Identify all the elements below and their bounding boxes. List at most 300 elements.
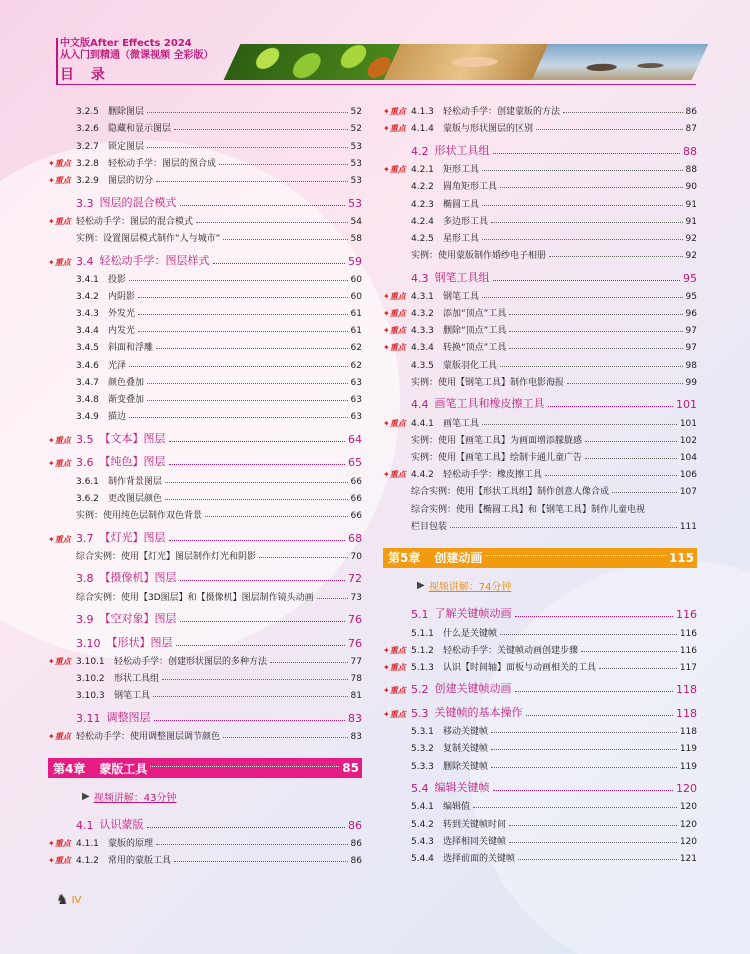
entry-title: 认识【时间轴】面板与动画相关的工具: [443, 662, 597, 673]
entry-page: 61: [350, 326, 362, 337]
page-header: [0, 0, 750, 84]
toc-entry[interactable]: [383, 371, 697, 388]
entry-title: 了解关键帧动画: [434, 607, 512, 621]
header-photo-limes: [224, 44, 411, 80]
section-heading[interactable]: [48, 188, 362, 210]
entry-title: 实例：使用【钢笔工具】制作电影海报: [411, 377, 565, 388]
entry-number: 5.1: [411, 608, 429, 622]
entry-page: 60: [350, 274, 362, 285]
entry-page: 120: [676, 782, 697, 796]
entry-title: 蒙版与形状图层的区别: [443, 124, 534, 135]
leader-dots: [174, 861, 348, 862]
toc-entry[interactable]: [383, 795, 697, 812]
entry-page: 88: [685, 165, 697, 176]
toc-entry[interactable]: [383, 192, 697, 209]
entry-page: 81: [350, 691, 362, 702]
entry-title: 认识蒙版: [99, 817, 144, 831]
entry-title: 选择相同关键帧: [443, 836, 507, 847]
entry-title: 画笔工具和橡皮擦工具: [434, 397, 545, 411]
toc-entry[interactable]: [383, 100, 697, 117]
video-link[interactable]: [48, 784, 362, 808]
toc-entry[interactable]: [48, 285, 362, 302]
entry-number: 5.4.3: [411, 836, 434, 847]
header-rule: [56, 38, 58, 84]
entry-number: 5.3.1: [411, 727, 434, 738]
entry-title: 钢笔工具组: [434, 270, 490, 284]
chapter-title: [53, 760, 147, 777]
entry-title: 锁定图层: [108, 141, 145, 152]
entry-page: 116: [679, 645, 697, 656]
entry-title: 制作背景图层: [108, 476, 163, 487]
chapter-title: [388, 549, 482, 566]
key-point-icon: ✦重点: [383, 309, 406, 319]
toc-entry[interactable]: [383, 737, 697, 754]
section-heading[interactable]: [48, 703, 362, 725]
entry-title: 椭圆工具: [443, 199, 480, 210]
entry-title: 转换“顶点”工具: [443, 343, 507, 354]
entry-title: 形状工具组: [114, 674, 160, 685]
section-heading[interactable]: [48, 523, 362, 545]
entry-number: 5.1.3: [411, 662, 434, 673]
toc-entry[interactable]: [383, 497, 697, 514]
toc-entry[interactable]: [383, 656, 697, 673]
entry-number: 3.4.4: [76, 326, 99, 337]
entry-number: 4.2.1: [411, 165, 434, 176]
entry-page: 58: [350, 233, 362, 244]
entry-page: 91: [685, 216, 697, 227]
entry-title: 图层的切分: [108, 175, 154, 186]
entry-title: 蒙版的原理: [108, 838, 154, 849]
leader-dots: [317, 598, 348, 599]
toc-entry[interactable]: [48, 650, 362, 667]
leader-dots: [526, 715, 674, 716]
toc-entry[interactable]: [48, 319, 362, 336]
entry-page: 63: [350, 395, 362, 405]
toc-entry[interactable]: [383, 319, 697, 336]
toc-entry[interactable]: [383, 411, 697, 428]
leader-dots: [500, 187, 683, 188]
leader-dots: [156, 844, 348, 845]
key-point-icon: ✦重点: [383, 686, 406, 696]
entry-number: 3.8: [76, 572, 94, 586]
toc-entry[interactable]: [48, 117, 362, 134]
leader-dots: [509, 331, 682, 332]
entry-page: 62: [350, 343, 362, 354]
leader-dots: [129, 366, 348, 367]
toc-entry[interactable]: [383, 463, 697, 480]
toc-entry[interactable]: [383, 830, 697, 847]
leader-dots: [450, 527, 677, 528]
entry-number: 4.3.5: [411, 360, 434, 371]
leader-dots: [180, 205, 346, 206]
entry-page: 95: [685, 291, 697, 302]
leader-dots: [563, 112, 683, 113]
entry-page: 76: [348, 613, 362, 627]
entry-title: 画笔工具: [443, 418, 480, 429]
entry-title: 颜色叠加: [108, 377, 145, 388]
leader-dots: [491, 732, 677, 733]
entry-number: 3.6.1: [76, 476, 99, 487]
entry-title: 轻松动手学：使用调整图层调节颜色: [76, 732, 221, 743]
entry-title: 内发光: [108, 326, 136, 337]
entry-page: 88: [683, 144, 697, 158]
entry-title: 光泽: [108, 360, 127, 371]
leader-dots: [491, 749, 677, 750]
entry-number: 3.10.2: [76, 674, 105, 685]
leader-dots: [482, 297, 683, 298]
section-heading[interactable]: [48, 448, 362, 470]
entry-page: 118: [676, 683, 697, 697]
entry-number: 4.1.3: [411, 107, 434, 118]
toc-entry[interactable]: [48, 268, 362, 285]
entry-number: 3.10: [76, 636, 101, 650]
entry-title: 编辑关键帧: [434, 781, 490, 795]
entry-title: 轻松动手学：图层的混合模式: [76, 216, 194, 227]
key-point-icon: ✦重点: [383, 107, 406, 117]
entry-page: 53: [348, 196, 362, 210]
toc-entry[interactable]: [48, 100, 362, 117]
entry-number: 5.4: [411, 782, 429, 796]
entry-number: 3.4.7: [76, 377, 99, 388]
entry-page: 118: [679, 727, 697, 738]
entry-title: 综合实例：使用【椭圆工具】和【钢笔工具】制作儿童电视: [411, 504, 646, 515]
entry-title: 调整图层: [106, 710, 151, 724]
entry-title: 综合实例：使用【3D图层】和【摄像机】图层制作镜头动画: [76, 592, 314, 603]
toc-column-left: [48, 100, 362, 866]
leader-dots: [509, 314, 682, 315]
section-heading[interactable]: [383, 136, 697, 158]
toc-entry[interactable]: [383, 446, 697, 463]
toc-heading: 目 录: [60, 67, 111, 83]
entry-page: 118: [676, 707, 697, 721]
toc-entry[interactable]: [383, 285, 697, 302]
entry-page: 66: [350, 493, 362, 504]
leader-dots: [493, 790, 674, 791]
key-point-icon: ✦重点: [383, 645, 406, 655]
entry-page: 119: [679, 744, 697, 755]
entry-title: 【形状】图层: [106, 635, 173, 649]
toc-entry[interactable]: [48, 684, 362, 701]
leader-dots: [150, 766, 339, 767]
entry-title: 移动关键帧: [443, 727, 489, 738]
entry-page: 63: [350, 377, 362, 388]
video-icon: ▶: [417, 580, 425, 592]
leader-dots: [147, 147, 348, 148]
entry-title: 轻松动手学：创建形状图层的多种方法: [114, 656, 268, 667]
book-title-line1: 中文版After Effects 2024: [60, 38, 192, 49]
entry-number: 3.4.1: [76, 274, 99, 285]
entry-number: 4.2.2: [411, 182, 434, 193]
leader-dots: [169, 441, 346, 442]
toc-entry[interactable]: [383, 812, 697, 829]
entry-number: 3.4.3: [76, 309, 99, 320]
entry-page: 120: [679, 836, 697, 847]
entry-page: 87: [685, 124, 697, 135]
key-point-icon: ✦重点: [383, 124, 406, 134]
section-heading[interactable]: [48, 605, 362, 627]
key-point-icon: ✦重点: [48, 216, 71, 226]
key-point-icon: ✦重点: [48, 435, 71, 445]
entry-number: 5.3: [411, 707, 429, 721]
leader-dots: [536, 129, 683, 130]
leader-dots: [129, 280, 348, 281]
entry-page: 53: [350, 158, 362, 169]
toc-entry[interactable]: [48, 832, 362, 849]
entry-page: 116: [676, 608, 697, 622]
entry-number: 4.3.1: [411, 291, 434, 302]
toc-entry[interactable]: [383, 754, 697, 771]
toc-entry[interactable]: [383, 429, 697, 446]
entry-number: 5.2: [411, 683, 429, 697]
leader-dots: [491, 767, 677, 768]
toc-entry[interactable]: [48, 545, 362, 562]
leader-dots: [548, 406, 674, 407]
section-heading[interactable]: [383, 263, 697, 285]
key-point-icon: ✦重点: [48, 732, 71, 742]
toc-entry[interactable]: [383, 227, 697, 244]
leader-dots: [165, 482, 348, 483]
leader-dots: [515, 691, 674, 692]
section-heading[interactable]: [48, 628, 362, 650]
leader-dots: [482, 239, 683, 240]
entry-page: 86: [350, 838, 362, 849]
entry-page: 106: [679, 470, 697, 481]
entry-number: 4.4: [411, 398, 429, 412]
toc-entry[interactable]: [383, 210, 697, 227]
entry-title: 添加“顶点”工具: [443, 309, 507, 320]
entry-number: 3.6: [76, 456, 94, 470]
toc-entry[interactable]: [48, 353, 362, 370]
toc-entry[interactable]: [48, 585, 362, 602]
leader-dots: [169, 464, 346, 465]
section-heading[interactable]: [48, 810, 362, 832]
video-label: 视频讲解：74分钟: [428, 582, 512, 594]
entry-page: 60: [350, 291, 362, 302]
entry-number: 4.2.4: [411, 216, 434, 227]
entry-title: 常用的蒙版工具: [108, 856, 172, 866]
leader-dots: [545, 475, 677, 476]
toc-entry[interactable]: [383, 117, 697, 134]
leader-dots: [154, 720, 346, 721]
key-point-icon: ✦重点: [48, 257, 71, 267]
leader-dots: [493, 153, 681, 154]
entry-number: 3.2.7: [76, 141, 99, 152]
key-point-icon: ✦重点: [48, 856, 71, 865]
entry-number: 4.1.4: [411, 124, 434, 135]
entry-title: 【灯光】图层: [99, 530, 166, 544]
chapter-heading[interactable]: [48, 758, 362, 778]
entry-page: 64: [348, 432, 362, 446]
toc-entry-continued[interactable]: [383, 515, 697, 532]
toc-entry[interactable]: [383, 302, 697, 319]
toc-entry[interactable]: [48, 210, 362, 227]
key-point-icon: ✦重点: [383, 165, 406, 175]
key-point-icon: ✦重点: [383, 343, 406, 353]
entry-title: 描边: [108, 412, 127, 423]
leader-dots: [549, 256, 683, 257]
key-point-icon: ✦重点: [383, 470, 406, 480]
entry-title: 多边形工具: [443, 216, 489, 227]
entry-title: 实例：使用【画笔工具】绘制卡通儿童广告: [411, 452, 583, 463]
leader-dots: [585, 441, 677, 442]
toc-entry[interactable]: [48, 336, 362, 353]
video-icon: ▶: [82, 790, 90, 802]
entry-title: 【纯色】图层: [99, 455, 166, 469]
entry-title: 图层的混合模式: [99, 195, 177, 209]
toc-entry[interactable]: [48, 469, 362, 486]
entry-number: 5.1.1: [411, 628, 434, 639]
entry-title: 关键帧的基本操作: [434, 706, 523, 720]
leader-dots: [509, 825, 677, 826]
leader-dots: [612, 492, 677, 493]
chapter-name: 蒙版工具: [99, 761, 148, 776]
leader-dots: [156, 348, 348, 349]
leader-dots: [138, 331, 348, 332]
section-heading[interactable]: [48, 564, 362, 586]
toc-entry[interactable]: [48, 388, 362, 405]
key-point-icon: ✦重点: [48, 656, 71, 666]
section-heading[interactable]: [383, 600, 697, 622]
leader-dots: [485, 555, 666, 556]
key-point-icon: ✦重点: [383, 418, 406, 428]
toc-entry[interactable]: [48, 504, 362, 521]
entry-page: 95: [683, 271, 697, 285]
toc-entry[interactable]: [48, 302, 362, 319]
toc-entry[interactable]: [48, 227, 362, 244]
entry-page: 66: [350, 476, 362, 487]
leader-dots: [213, 263, 346, 264]
entry-title: 实例：使用纯色层制作双色背景: [76, 510, 203, 521]
entry-title: 轻松动手学：图层样式: [99, 253, 210, 267]
entry-page: 90: [685, 182, 697, 193]
chapter-page: 115: [668, 550, 694, 565]
key-point-icon: ✦重点: [48, 158, 71, 168]
entry-number: 4.3.2: [411, 309, 434, 320]
entry-title: 轻松动手学：关键帧动画创建步骤: [443, 645, 579, 656]
toc-entry[interactable]: [383, 336, 697, 353]
entry-title: 栏目包装: [411, 521, 448, 532]
leader-dots: [129, 417, 348, 418]
entry-title: 编辑值: [443, 802, 471, 813]
entry-title: 内阴影: [108, 291, 136, 302]
toc-entry[interactable]: [383, 720, 697, 737]
leader-dots: [138, 314, 348, 315]
entry-title: 什么是关键帧: [443, 628, 498, 639]
video-link[interactable]: [383, 574, 697, 598]
entry-page: 53: [350, 175, 362, 186]
entry-number: 3.4.8: [76, 395, 99, 405]
entry-page: 62: [350, 360, 362, 371]
entry-page: 65: [348, 456, 362, 470]
toc-entry[interactable]: [48, 134, 362, 151]
entry-title: 【文本】图层: [99, 431, 166, 445]
toc-entry[interactable]: [383, 175, 697, 192]
leader-dots: [156, 181, 348, 182]
key-point-icon: ✦重点: [383, 662, 406, 672]
entry-number: 4.2.5: [411, 233, 434, 244]
leader-dots: [493, 280, 681, 281]
entry-page: 120: [679, 819, 697, 830]
key-point-icon: ✦重点: [383, 291, 406, 301]
toc-entry[interactable]: [383, 621, 697, 638]
toc-entry[interactable]: [48, 152, 362, 169]
entry-page: 86: [685, 107, 697, 118]
key-point-icon: ✦重点: [48, 175, 71, 185]
header-photo-portrait: [384, 44, 551, 80]
entry-number: 3.7: [76, 531, 94, 545]
entry-page: 101: [676, 398, 697, 412]
entry-page: 59: [348, 254, 362, 268]
toc-entry[interactable]: [48, 169, 362, 186]
toc-entry[interactable]: [48, 371, 362, 388]
entry-page: 78: [350, 674, 362, 685]
section-heading[interactable]: [383, 774, 697, 796]
leader-dots: [585, 458, 677, 459]
entry-page: 72: [348, 572, 362, 586]
header-underline: [56, 84, 696, 85]
entry-title: 实例：使用蒙版制作婚纱电子相册: [411, 251, 547, 262]
entry-title: 实例：设置图层模式制作“人与城市”: [76, 233, 221, 244]
entry-number: 5.3.2: [411, 744, 434, 755]
chapter-number: 第5章: [388, 551, 421, 566]
leader-dots: [259, 557, 348, 558]
entry-title: 选择前面的关键帧: [443, 853, 516, 864]
toc-entry[interactable]: [48, 487, 362, 504]
entry-page: 96: [685, 309, 697, 320]
entry-title: 星形工具: [443, 233, 480, 244]
entry-page: 91: [685, 199, 697, 210]
section-heading[interactable]: [383, 675, 697, 697]
toc-entry[interactable]: [48, 667, 362, 684]
entry-page: 97: [685, 343, 697, 354]
leader-dots: [147, 827, 346, 828]
toc-entry[interactable]: [383, 639, 697, 656]
leader-dots: [491, 222, 683, 223]
toc-entry[interactable]: [383, 244, 697, 261]
entry-page: 111: [679, 521, 697, 532]
leader-dots: [169, 540, 346, 541]
toc-entry[interactable]: [383, 480, 697, 497]
toc-entry[interactable]: [383, 353, 697, 370]
entry-page: 92: [685, 251, 697, 262]
entry-title: 创建关键帧动画: [434, 682, 512, 696]
entry-page: 68: [348, 531, 362, 545]
section-heading[interactable]: [383, 390, 697, 412]
entry-title: 轻松动手学：创建蒙版的方法: [443, 107, 561, 118]
chapter-number: 第4章: [53, 761, 86, 776]
toc-entry[interactable]: [48, 849, 362, 866]
entry-title: 转到关键帧时间: [443, 819, 507, 830]
entry-title: 轻松动手学：图层的预合成: [108, 158, 217, 169]
leader-dots: [138, 297, 348, 298]
section-heading[interactable]: [48, 424, 362, 446]
page-number: IV: [71, 894, 82, 906]
chapter-page: 85: [342, 761, 359, 776]
toc-entry[interactable]: [48, 725, 362, 742]
leader-dots: [482, 424, 677, 425]
entry-number: 5.4.4: [411, 853, 434, 864]
entry-page: 98: [685, 360, 697, 371]
chapter-heading[interactable]: [383, 548, 697, 568]
entry-number: 3.4.5: [76, 343, 99, 354]
entry-page: 61: [350, 309, 362, 320]
entry-page: 116: [679, 628, 697, 639]
section-heading[interactable]: [48, 246, 362, 268]
toc-entry[interactable]: [383, 158, 697, 175]
toc-entry[interactable]: [383, 847, 697, 864]
section-heading[interactable]: [383, 698, 697, 720]
toc-entry[interactable]: [48, 405, 362, 422]
